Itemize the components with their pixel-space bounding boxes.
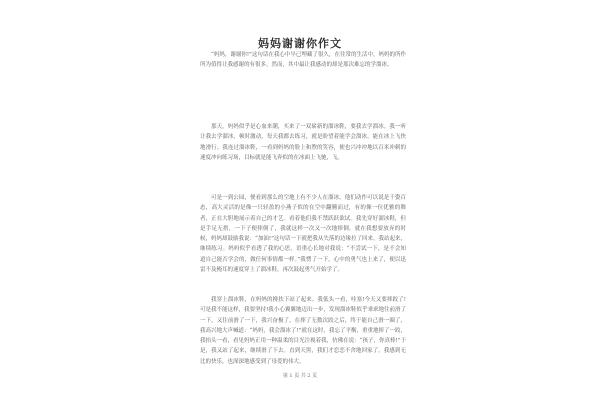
paragraph-4: 我穿上溜冰鞋，在妈妈的搀扶下站了起来。我低头一看，哇塞!今天又要摔跤了!可是我不能这样，我要坚持!我小心翼翼地迈出一步，发现溜冰鞋似乎乖乖地往前滑了一下，又往前滑了一下，我兴奋极了，在摔了无数次跤之后，终于能自己滑一圈了，我高兴地大声喊道：“妈妈，我会溜冰了!”就在这时，我忘了平衡，重重地摔了一跤，我抬头一看，看见妈妈正用一种温柔的目光注视着我，仿佛在说：“孩子，你真棒!”于是，我又站了起来，继续滑了下去。直到天黑，我们才恋恋不舍地回家了。我感到无比的快乐，也深深地感受到了母爱的伟大。 — [200, 297, 406, 365]
paragraph-2: 那天，妈妈似乎是心血来潮，买来了一双崭新的溜冰鞋，要我去学溜冰。我一听让我去学溜冰，顿时激动，每天我都去练习，就是盼望着能学会溜冰，能在冰上飞快地滑行。我连过溜冰鞋，一看到妈妈的脸上和煦的笑容，便也兴冲冲地以百米冲刺的速度冲向练习场，目标就是能飞奔似的在冰面上飞驰，飞。 — [200, 124, 406, 161]
paragraph-3: 可是一到公园，便看到那么的空地上有不少人在溜冰，他们动作可以说是千姿百态，高大灵活的是像一只轻盈的小燕子似的在空中翻腾而过，有的像一位优雅的舞者，正在大胆地展示着自己的才艺。看着他们我不禁跃跃欲试。我先穿好溜冰鞋，但是手足无措，一下子便摔倒了，我就这样一次又一次地摔倒。就在我想要放弃的时候，妈妈却鼓励我说：“加油!”这句话一下就把我从失落的边缘拉了回来。我站起来，继续练习。妈妈似乎看透了我的心思，语重心长地对我说：“不尝试一下，是不会知道自己能否学会的，做任何事情都一样。”我愣了一下，心中的勇气也上来了，便以迅雷不及掩耳的速度穿上了溜冰鞋，再次鼓起勇气开始学了。 — [200, 195, 406, 274]
page-footer: 第 1 页 共 2 页 — [282, 373, 318, 379]
paragraph-1: “妈妈，谢谢你!”这句话在我心中早已埋藏了很久，在往常的生活中，妈妈的所作所为值得让我感谢的有很多。然而，其中最让我感动的却是那次难忘的学溜冰。 — [200, 52, 406, 69]
document-title: 妈妈谢谢你作文 — [258, 37, 342, 50]
